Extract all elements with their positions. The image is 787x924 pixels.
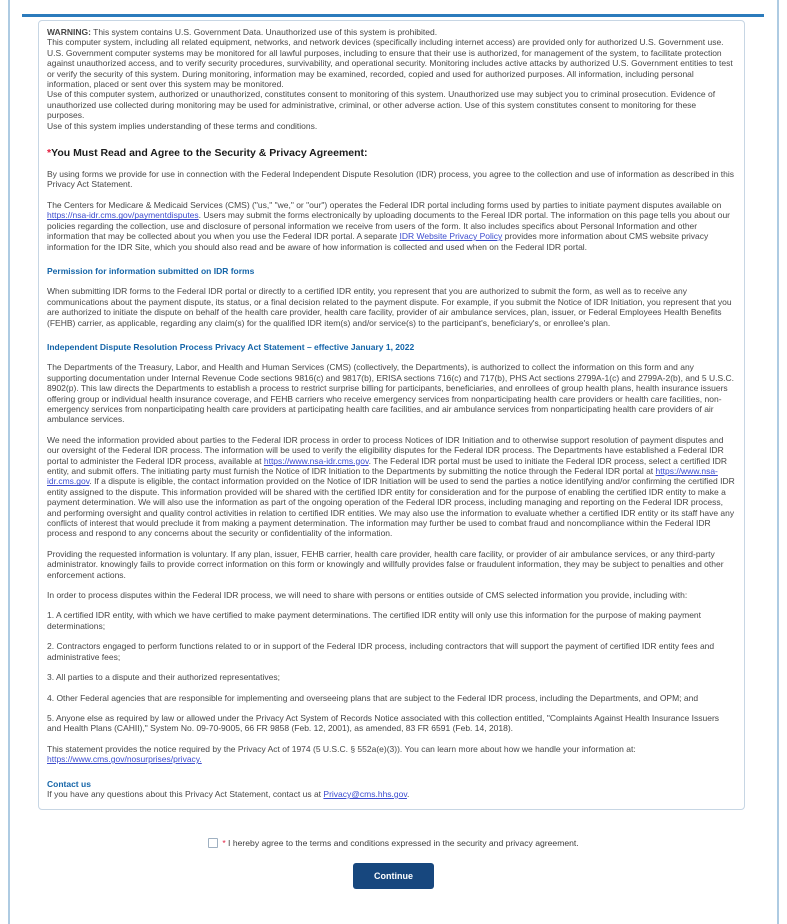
cms-operates-text-2: . Users may submit the forms electronically by uploading documents to the Fereal IDR portal. The information on this page tells you about our policies regarding the collection, use and disclosure of personal information we receive from users of the form. It also includes specifics about Personal Information and other information that may be collected about you when you use the Federal IDR portal. A separate bbox=[47, 210, 731, 242]
paragraph-by-using: By using forms we provide for use in connection with the Federal Independent Dispute Resolution (IDR) process, you agree to the collection and use of information as described in this Privacy Act Statement. bbox=[47, 169, 734, 190]
list-item-3: 3. All parties to a dispute and their authorized representatives; bbox=[47, 672, 280, 683]
heading-idr-statement: Independent Dispute Resolution Process Privacy Act Statement – effective January 1, 2022 bbox=[47, 341, 415, 352]
page-title bbox=[47, 147, 735, 159]
warning-line-3: Use of this computer system, authorized or unauthorized, constitutes consent to monitoring of this system. Unauthorized use may subject you to criminal prosecution. Evidence of unauthorized use collected during monitoring may be used for administrative, criminal, or other adverse action. Use of this system constitutes consent to monitoring for these purposes. bbox=[47, 89, 716, 121]
list-item-5: 5. Anyone else as required by law or allowed under the Privacy Act System of Records Notice associated with this collection entitled, "Complaints Against Health Insurance Issuers and Health Plans (CAHII)," System No. 09-70-9005, 66 FR 9858 (Feb. 12, 2001), as amended, 83 FR 6591 (Feb. 14, 2018). bbox=[47, 712, 720, 734]
nsa-idr-portal-link-2[interactable]: https://www.nsa-idr.cms.gov bbox=[47, 466, 718, 487]
heading-permission: Permission for information submitted on IDR forms bbox=[47, 265, 255, 276]
page-frame bbox=[8, 0, 779, 924]
privacy-link-line bbox=[47, 754, 735, 764]
agreement-row bbox=[10, 838, 777, 848]
required-asterisk: * bbox=[47, 147, 52, 160]
paragraph-in-order: In order to process disputes within the Federal IDR process, we will need to share with persons or entities outside of CMS selected information you provide, including with: bbox=[47, 590, 688, 601]
paragraph-privacy-act-notice: This statement provides the notice required by the Privacy Act of 1974 (5 U.S.C. § 552a(e)(3)). You can learn more about how we handle your information at: bbox=[47, 743, 636, 754]
we-need-text-1: We need the information provided about parties to the Federal IDR process in order to process Notices of IDR Initiation and to otherwise support resolution of payment disputes and our oversight of the Federal IDR process. The information will be used to verify the eligibility disputes for the Federal IDR process. The Departments have established a Federal IDR portal to administer the Federal IDR process, available at bbox=[47, 434, 724, 466]
warning-text-1: This system contains U.S. Government Data. Unauthorized use of this system is prohibited. bbox=[90, 27, 438, 37]
list-item-2: 2. Contractors engaged to perform functions related to or in support of the Federal IDR process, including contractors that will support the payment of certified IDR entity fees and administrative fees; bbox=[47, 641, 715, 662]
continue-button[interactable]: Continue bbox=[353, 863, 434, 889]
agree-label: I hereby agree to the terms and conditions expressed in the security and privacy agreement. bbox=[225, 838, 579, 849]
cms-operates-text-1: The Centers for Medicare & Medicaid Services (CMS) ("us," "we," or "our") operates the Federal IDR portal including forms used by parties to initiate payment disputes available on bbox=[47, 199, 722, 210]
idr-website-privacy-policy-link[interactable]: IDR Website Privacy Policy bbox=[399, 231, 503, 242]
list-item-4: 4. Other Federal agencies that are responsible for implementing and overseeing plans that are subject to the Federal IDR process, including the Departments, and OPM; and bbox=[47, 692, 699, 703]
warning-line-2: This computer system, including all related equipment, networks, and network devices (specifically including internet access) are provided only for authorized U.S. Government use. U.S. Government computer systems may be monitored for all lawful purposes, including to ensure that their use is authorized, for management of the system, to facilitate protection against unauthorized access, and to verify security procedures, survivability, and operational security. Monitoring includes active attacks by authorized U.S. Government entities to test or verify the security of this system. During monitoring, information may be examined, recorded, copied and used for authorized purposes. All information, including personal information, placed or sent over this system may be monitored. bbox=[47, 37, 733, 90]
agree-required-asterisk: * bbox=[222, 838, 226, 849]
we-need-text-2: . The Federal IDR portal must be used to initiate the Federal IDR process, select a certified IDR entity, and submit offers. The initiating party must furnish the Notice of IDR Initiation to the Departments by submitting the notice through the Federal IDR portal at bbox=[47, 455, 727, 476]
warning-line-1 bbox=[47, 27, 735, 37]
paragraph-cms-operates bbox=[47, 200, 735, 252]
we-need-text-3: . If a dispute is eligible, the contact information provided on the Notice of IDR Initiation will be used to send the parties a notice identifying and/or confirming the certified IDR entity assigned to the dispute. This information provided will be shared with the certified IDR entity for consideration and for the purpose of enabling the certified IDR entity to make a payment determination. We will also use the information as part of the ongoing operation of the Federal IDR process, including managing and reporting on the Federal IDR process, and performing oversight and quality control activities in relation to certified IDR entities. We may also use the information to evaluate whether a certified IDR entity or its staff have any conflicts of interest that would preclude it from making a payment determination. The information may further be used to combat fraud and noncompliance within the Federal IDR process and respond to any concerns about the security or confidentiality of the information. bbox=[47, 476, 735, 539]
payment-disputes-link[interactable]: https://nsa-idr.cms.gov/paymentdisputes bbox=[47, 210, 199, 221]
agree-checkbox[interactable] bbox=[208, 838, 218, 848]
cms-nosurprises-privacy-link[interactable]: https://www.cms.gov/nosurprises/privacy. bbox=[47, 754, 202, 765]
contact-line bbox=[47, 789, 735, 799]
nsa-idr-portal-link-1[interactable]: https://www.nsa-idr.cms.gov bbox=[263, 455, 369, 466]
warning-label: WARNING: bbox=[47, 27, 91, 37]
paragraph-departments: The Departments of the Treasury, Labor, and Health and Human Services (CMS) (collectively, the Departments), is authorized to collect the information on this form and any supporting documentation under Internal Revenue Code sections 9816(c) and 9817(b), ERISA sections 716(c) and 717(b), PHS Act sections 2799A-1(c) and 2799A-2(b), and 5 U.S.C. 8902(p). This law directs the Departments to establish a process to restrict surprise billing for participants, beneficiaries, and enrollees of group health plans, health insurance issuers offering group or individual health insurance coverage, and FEHB carriers who receive emergency services from nonparticipating health care providers or health care facilities, non-emergency services from nonparticipating health care providers at participating health care facilities, and air ambulance services from nonparticipating health care providers of air ambulance services. bbox=[47, 362, 735, 425]
privacy-email-link[interactable]: Privacy@cms.hhs.gov bbox=[323, 788, 407, 799]
paragraph-when-submitting: When submitting IDR forms to the Federal IDR portal or directly to a certified IDR entity, you represent that you are authorized to submit the form, as well as to receive any communications about the payment dispute, its status, or a final decision related to the payment dispute. For example, if you submit the Notice of IDR Initiation, you represent that you are authorized to initiate the dispute on behalf of the health care provider, health care facility, provider of air ambulance services, plan, issuer, or Federal Employees Health Benefits (FEHB) carrier, as applicable, regarding any claim(s) for the qualified IDR item(s) and/or service(s) to the participant's, beneficiary's, or enrollee's plan. bbox=[47, 286, 732, 328]
page-title-text: You Must Read and Agree to the Security & Privacy Agreement: bbox=[51, 147, 368, 160]
paragraph-we-need bbox=[47, 435, 735, 539]
contact-text-1: If you have any questions about this Privacy Act Statement, contact us at bbox=[47, 788, 324, 799]
cms-operates-text-3: provides more information about CMS website privacy information for the IDR Site, which you should also read and be aware of how information is collected and used when on the Federal IDR portal. bbox=[47, 231, 709, 252]
warning-line-4: Use of this system implies understanding of these terms and conditions. bbox=[47, 120, 318, 131]
contact-text-2: . bbox=[406, 788, 410, 799]
privacy-agreement-panel bbox=[38, 20, 745, 810]
paragraph-voluntary: Providing the requested information is voluntary. If any plan, issuer, FEHB carrier, health care provider, health care facility, or provider of air ambulance services, or any third-party administrator. knowingly fails to provide correct information on this form or knowingly and willfully provides false or fraudulent information, they may be subject to penalties and other enforcement actions. bbox=[47, 548, 724, 580]
top-divider bbox=[22, 14, 764, 17]
system-warning-block bbox=[47, 27, 735, 131]
heading-contact-us: Contact us bbox=[47, 778, 91, 789]
list-item-1: 1. A certified IDR entity, with which we have certified to make payment determinations. The certified IDR entity will only use this information for the purpose of making payment determinations; bbox=[47, 610, 702, 631]
